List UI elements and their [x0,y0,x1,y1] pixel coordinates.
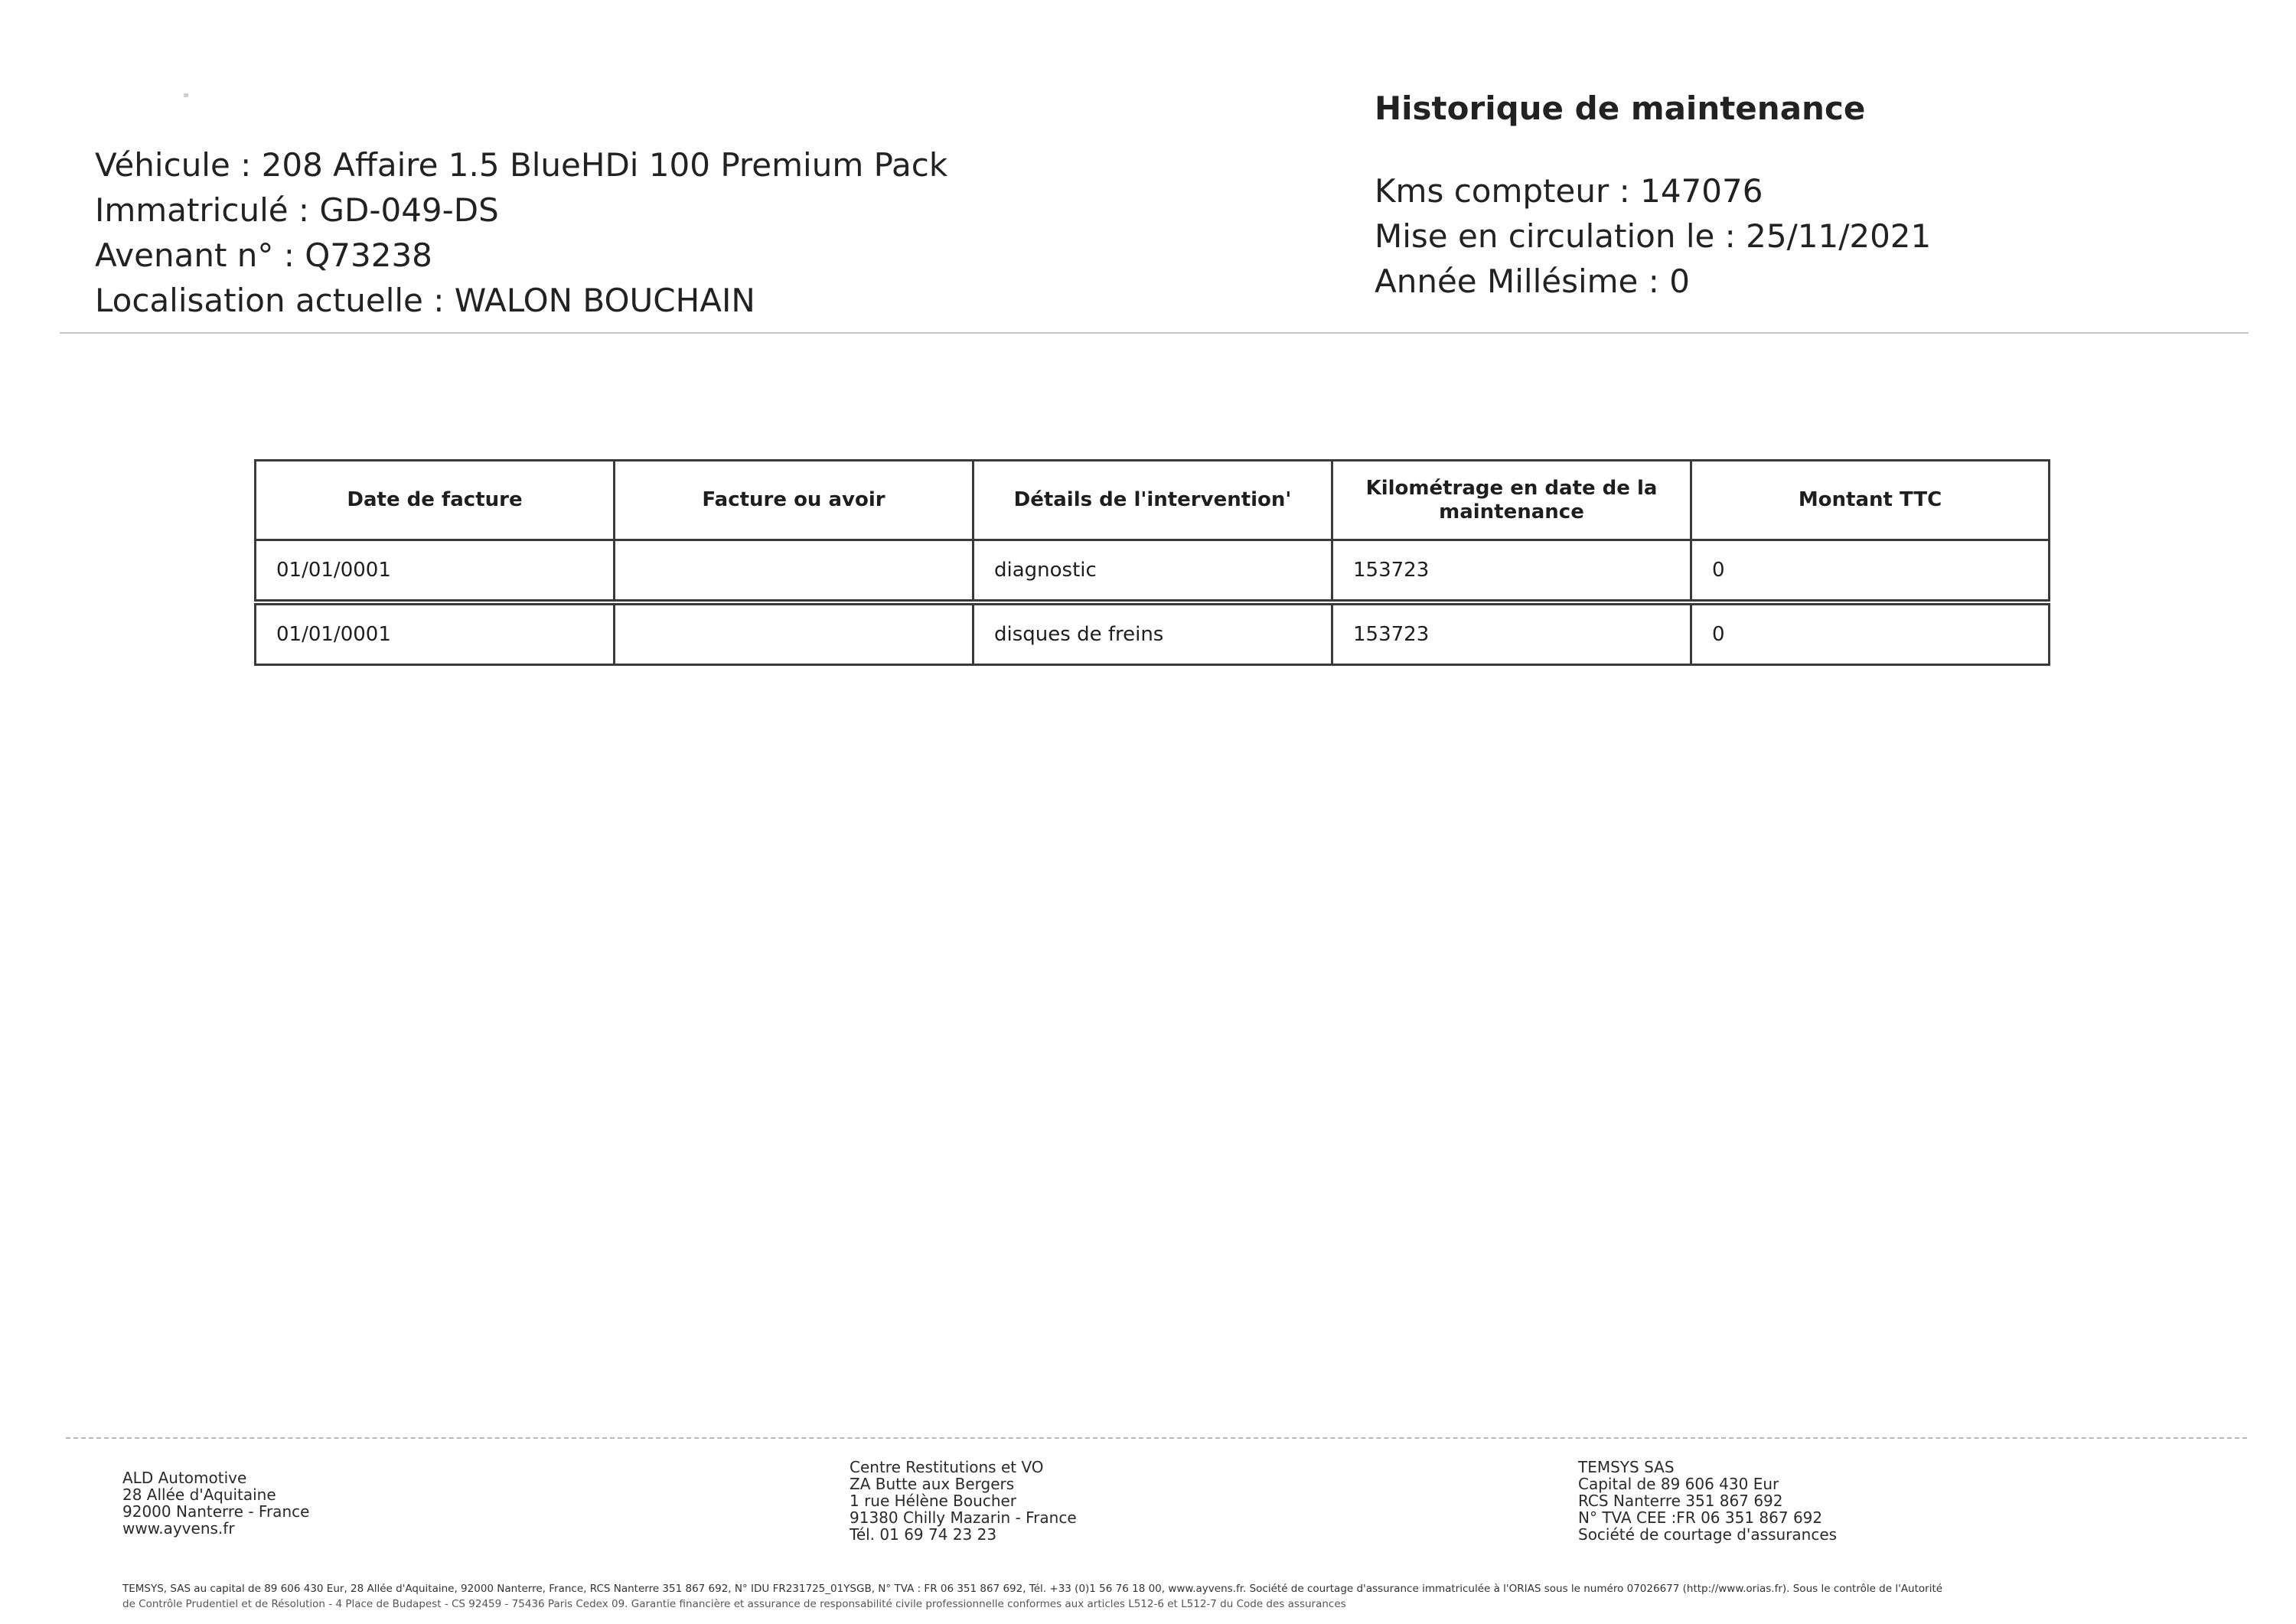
model-year: Année Millésime : 0 [1375,263,1690,300]
document-title: Historique de maintenance [1375,90,1866,127]
maintenance-table [254,459,2050,666]
vehicle-model: Véhicule : 208 Affaire 1.5 BlueHDi 100 Premium Pack [95,146,948,184]
table-cell: 153723 [1332,540,1691,603]
footer-line: 1 rue Hélène Boucher [850,1492,1017,1510]
table-cell [615,602,974,665]
scan-speck [184,93,188,97]
legal-notice: TEMSYS, SAS au capital de 89 606 430 Eur, 28 Allée d'Aquitaine, 92000 Nanterre, France, RCS Nanterre 351 867 692, N° IDU FR231725_01YSGB, N° TVA : FR 06 351 867 692, Tél. +33 (0)1 56 76 18 00, www.ayvens.fr. Société de courtage d'assurance immatriculée à l'ORIAS sous le numéro 07026677 (http://www.orias.fr). Sous le contrôle de l'Autorité [122,1583,1943,1595]
footer-line: Capital de 89 606 430 Eur [1578,1475,1779,1493]
vehicle-amendment: Avenant n° : Q73238 [95,236,432,274]
footer-insurance-broker [1578,1459,1837,1543]
table-cell [615,540,974,603]
footer-line: N° TVA CEE :FR 06 351 867 692 [1578,1508,1823,1527]
table-cell: 0 [1691,540,2050,603]
table-cell: 01/01/0001 [256,540,615,603]
column-header: Kilométrage en date de la maintenance [1332,461,1691,540]
column-header: Date de facture [256,461,615,540]
footer-line: Centre Restitutions et VO [850,1458,1044,1476]
vehicle-location: Localisation actuelle : WALON BOUCHAIN [95,282,755,319]
column-header: Facture ou avoir [615,461,974,540]
footer-line: RCS Nanterre 351 867 692 [1578,1492,1783,1510]
table-cell: disques de freins [974,602,1332,665]
table-cell: 153723 [1332,602,1691,665]
footer-company-address [122,1469,309,1537]
odometer: Kms compteur : 147076 [1375,172,1763,210]
vehicle-meta [1375,168,1931,304]
table-cell: 01/01/0001 [256,602,615,665]
footer-line: TEMSYS SAS [1578,1458,1675,1476]
header-divider [60,332,2249,334]
table-row [256,540,2050,603]
table-cell: 0 [1691,602,2050,665]
footer-line: 28 Allée d'Aquitaine [122,1485,276,1504]
footer-divider [66,1437,2247,1439]
footer-line: 91380 Chilly Mazarin - France [850,1508,1077,1527]
footer-line: ZA Butte aux Bergers [850,1475,1015,1493]
first-registration-date: Mise en circulation le : 25/11/2021 [1375,217,1932,255]
footer-return-center [850,1459,1077,1543]
footer-website: www.ayvens.fr [122,1519,235,1538]
footer-line: Société de courtage d'assurances [1578,1525,1838,1544]
vehicle-registration: Immatriculé : GD-049-DS [95,191,499,229]
column-header: Détails de l'intervention' [974,461,1332,540]
column-header: Montant TTC [1691,461,2050,540]
vehicle-info [95,142,947,323]
table-cell: diagnostic [974,540,1332,603]
table-header-row [256,461,2050,540]
legal-notice-cropped: de Contrôle Prudentiel et de Résolution - 4 Place de Budapest - CS 92459 - 75436 Paris Cedex 09. Garantie financière et assurance de responsabilité civile professionnelle conformes aux articles L512-6 et L512-7 du Code des assurances [122,1598,1346,1610]
footer-phone: Tél. 01 69 74 23 23 [850,1525,997,1544]
footer-line: 92000 Nanterre - France [122,1502,310,1521]
table-row [256,602,2050,665]
footer-line: ALD Automotive [122,1469,247,1487]
